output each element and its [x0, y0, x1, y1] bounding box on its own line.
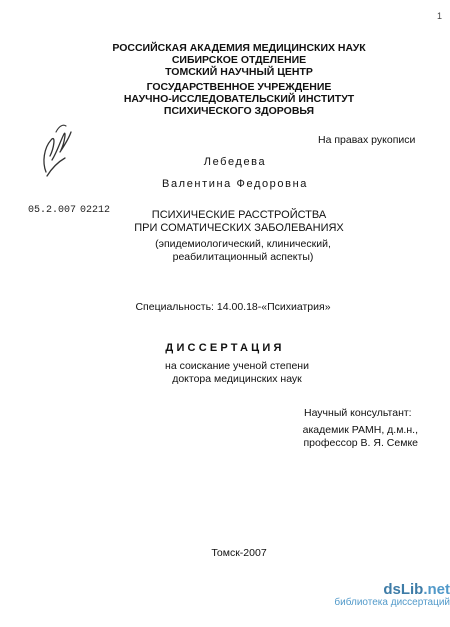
- degree-line-1: на соискание ученой степени: [165, 360, 309, 372]
- adviser-name: профессор В. Я. Семке: [303, 436, 418, 449]
- city-year-text: Томск-2007: [211, 547, 267, 559]
- document-type-heading: ДИССЕРТАЦИЯ: [165, 342, 285, 354]
- subtitle-line-1: (эпидемиологический, клинический,: [155, 238, 331, 250]
- adviser-label: Научный консультант:: [304, 407, 412, 419]
- dslib-watermark[interactable]: [318, 581, 450, 608]
- stamp-date: 05.2.007: [28, 205, 77, 216]
- specialty: [8, 301, 450, 313]
- subtitle-line-2: реабилитационный аспекты): [172, 250, 314, 263]
- org-branch: СИБИРСКОЕ ОТДЕЛЕНИЕ: [171, 54, 307, 66]
- institute-header: [14, 81, 450, 117]
- specialty-text: Специальность: 14.00.18-«Психиатрия»: [135, 301, 331, 313]
- watermark-logo-tld: .net: [423, 581, 450, 598]
- document-type: [0, 342, 450, 354]
- title-line-1: ПСИХИЧЕСКИЕ РАССТРОЙСТВА: [151, 209, 327, 221]
- adviser-title: академик РАМН, д.м.н.,: [302, 424, 418, 436]
- adviser-details: [283, 424, 418, 449]
- page-number: 1: [437, 11, 443, 21]
- org-institute: НАУЧНО-ИССЛЕДОВАТЕЛЬСКИЙ ИНСТИТУТ: [123, 93, 355, 105]
- author-given-names: Валентина Федоровна: [162, 178, 308, 190]
- manuscript-rights-note: На правах рукописи: [318, 134, 416, 146]
- dissertation-subtitle: [18, 238, 450, 263]
- author: [10, 151, 450, 195]
- watermark-logo: [318, 581, 450, 598]
- org-institute-focus: ПСИХИЧЕСКОГО ЗДОРОВЬЯ: [163, 105, 315, 117]
- city-year: [14, 547, 450, 559]
- watermark-tagline: библиотека диссертаций: [334, 597, 450, 608]
- organization-header: [14, 42, 450, 78]
- degree-line-2: доктора медицинских наук: [172, 372, 302, 385]
- author-surname: Лебедева: [203, 156, 267, 168]
- title-line-2: ПРИ СОМАТИЧЕСКИХ ЗАБОЛЕВАНИЯХ: [134, 222, 344, 234]
- org-institution-type: ГОСУДАРСТВЕННОЕ УЧРЕЖДЕНИЕ: [146, 81, 332, 93]
- org-center: ТОМСКИЙ НАУЧНЫЙ ЦЕНТР: [165, 66, 313, 78]
- watermark-logo-main: dsLib: [383, 581, 424, 598]
- degree-statement: [12, 360, 450, 385]
- stamp-number: 02212: [80, 205, 111, 216]
- org-academy: РОССИЙСКАЯ АКАДЕМИЯ МЕДИЦИНСКИХ НАУК: [112, 42, 366, 54]
- dissertation-title: [14, 209, 450, 235]
